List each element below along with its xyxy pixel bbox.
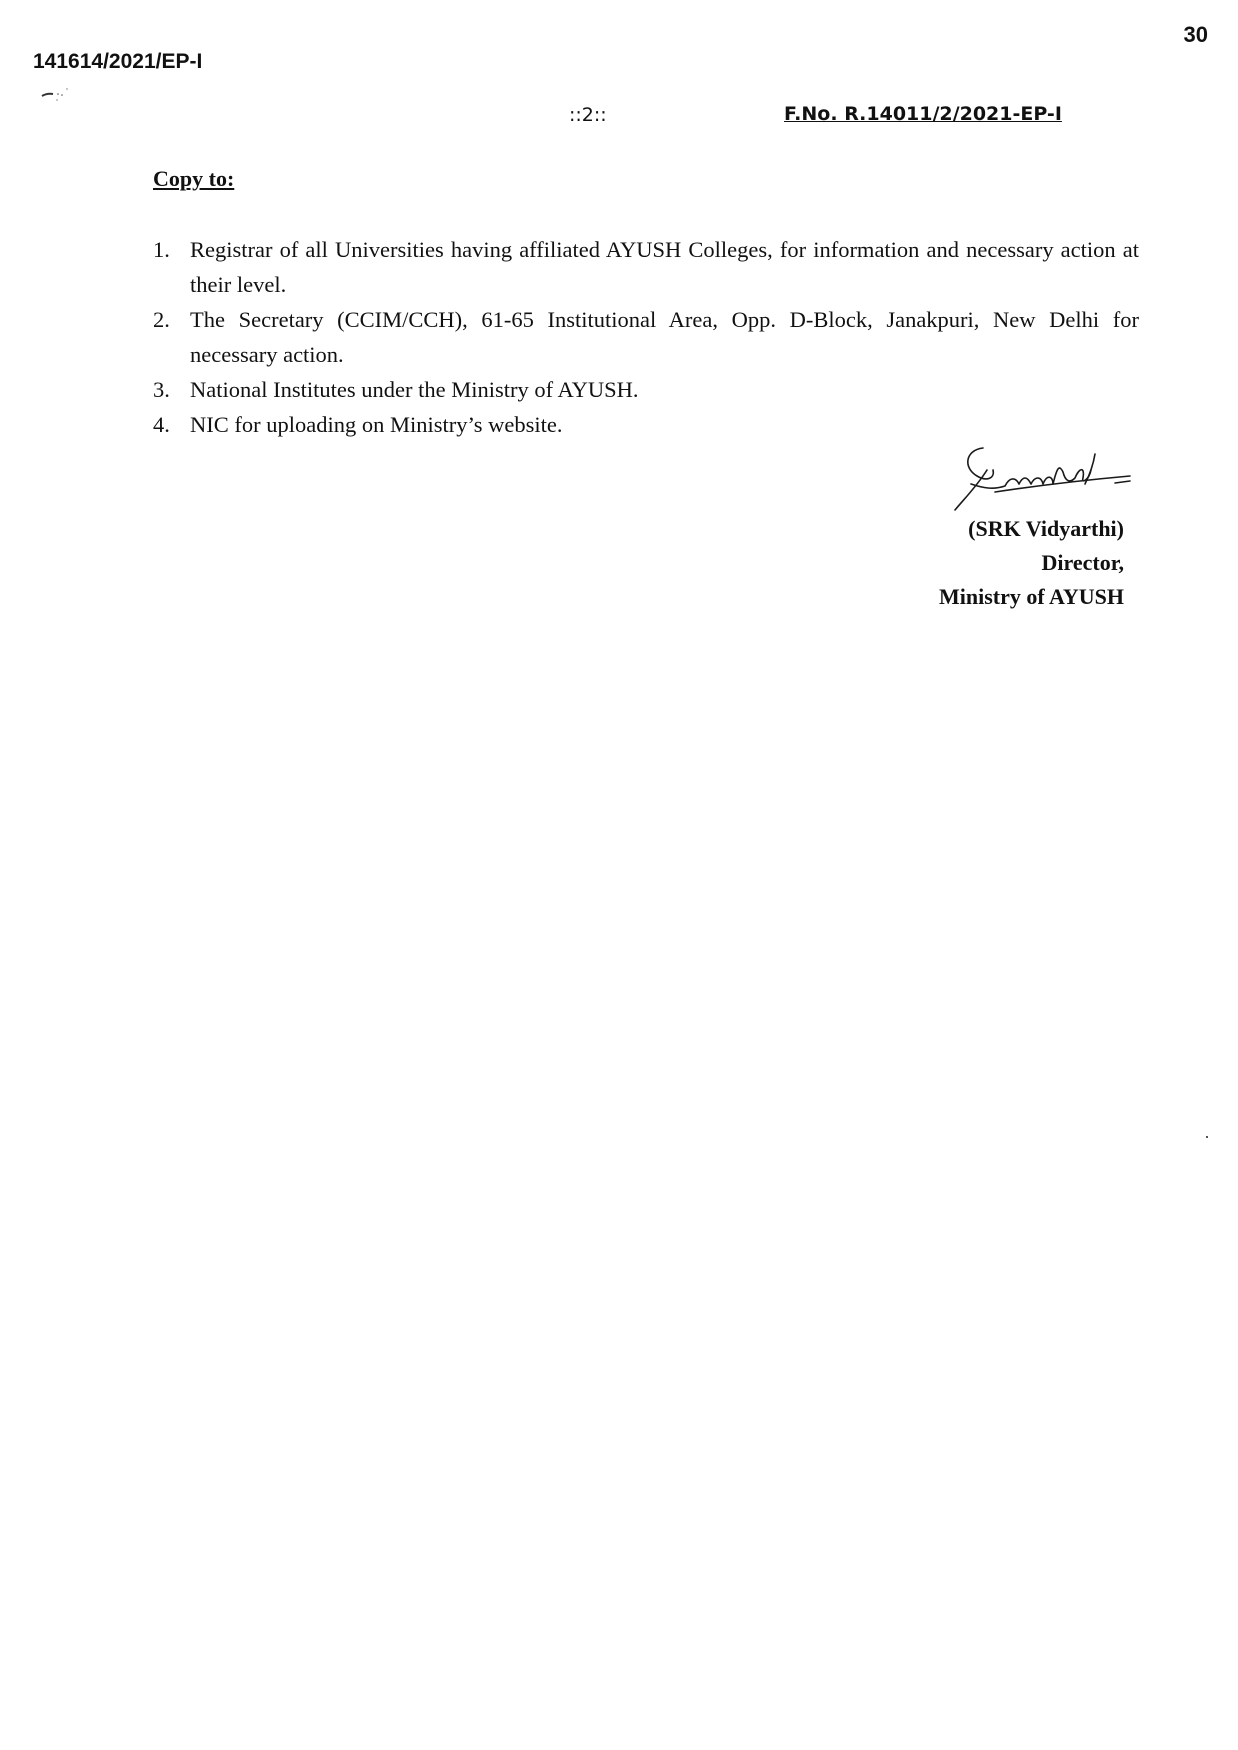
- scan-artifact-mark: [40, 88, 70, 107]
- list-item: [153, 372, 1139, 407]
- copy-to-heading: Copy to:: [153, 166, 235, 191]
- list-item-number: 4.: [153, 412, 170, 437]
- list-item-text: The Secretary (CCIM/CCH), 61-65 Institutional Area, Opp. D-Block, Janakpuri, New Delhi for necessary action.: [190, 307, 1139, 367]
- list-item: [153, 232, 1139, 302]
- signatory-organization: Ministry of AYUSH: [939, 584, 1124, 609]
- list-item-number: 2.: [153, 307, 170, 332]
- page-number: 30: [1183, 22, 1208, 47]
- list-item-number: 1.: [153, 237, 170, 262]
- scan-speck: [1206, 1136, 1208, 1138]
- file-number: F.No. R.14011/2/2021-EP-I: [784, 103, 1062, 125]
- list-item-text: Registrar of all Universities having affiliated AYUSH Colleges, for information and necessary action at their level.: [190, 237, 1139, 297]
- list-item: [153, 407, 1139, 442]
- list-item-text: National Institutes under the Ministry of AYUSH.: [190, 377, 639, 402]
- list-item-text: NIC for uploading on Ministry’s website.: [190, 412, 563, 437]
- page-marker: ::2::: [569, 104, 607, 126]
- list-item-number: 3.: [153, 377, 170, 402]
- list-item: [153, 302, 1139, 372]
- diary-number: 141614/2021/EP-I: [33, 50, 203, 73]
- signature-icon: [935, 440, 1145, 520]
- copy-to-list: [153, 232, 1139, 442]
- signatory-block: [939, 512, 1124, 614]
- signatory-name: (SRK Vidyarthi): [968, 516, 1124, 541]
- signatory-designation: Director,: [1041, 550, 1124, 575]
